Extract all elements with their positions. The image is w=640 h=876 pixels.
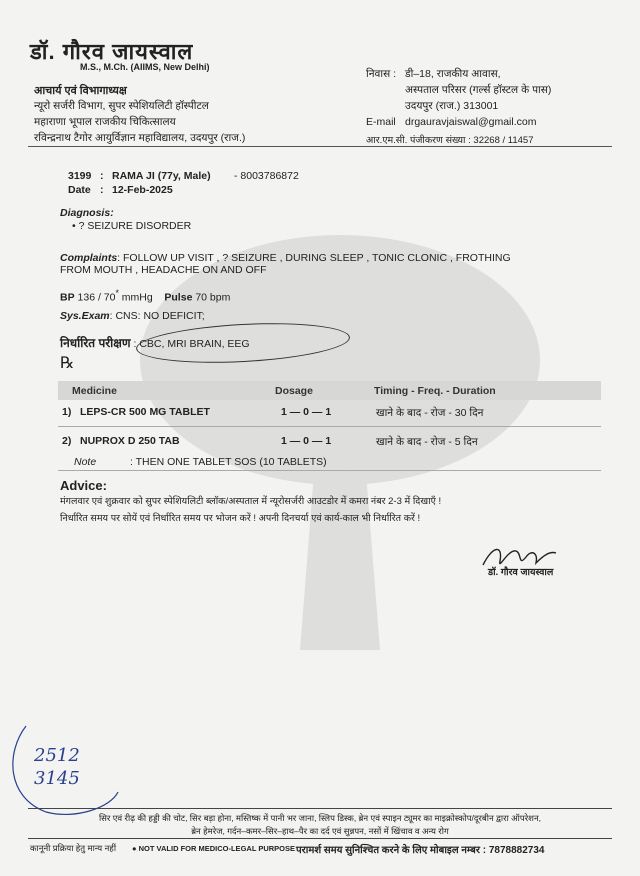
row2-num: 2) — [62, 435, 72, 447]
col-timing: Timing - Freq. - Duration — [374, 385, 496, 397]
handwritten-line-2: 3145 — [34, 768, 80, 789]
email-link[interactable]: drgauravjaiswal@gmail.com — [405, 116, 537, 128]
visit-date: 12-Feb-2025 — [112, 184, 173, 196]
email-label: E-mail — [366, 116, 396, 128]
patient-id: 3199 — [68, 170, 92, 182]
date-colon: : — [100, 184, 104, 196]
row2-dosage: 1 — 0 — 1 — [281, 435, 332, 447]
footer-divider-bottom — [28, 838, 612, 839]
complaints: Complaints: FOLLOW UP VISIT , ? SEIZURE , DURING SLEEP , TONIC CLONIC , FROTHING — [60, 252, 511, 264]
doctor-name: डॉ. गौरव जायस्वाल — [30, 39, 194, 64]
col-medicine: Medicine — [72, 385, 117, 397]
not-valid-note: ● NOT VALID FOR MEDICO-LEGAL PURPOSE — [132, 844, 296, 853]
system-exam: Sys.Exam: CNS: NO DEFICIT; — [60, 310, 205, 322]
col-dosage: Dosage — [275, 385, 313, 397]
advice-line-1: मंगलवार एवं शुक्रवार को सुपर स्पेशियलिटी ब्लॉक/अस्पताल में न्यूरोसर्जरी आउटडोर में कमरा नंबर 2-3 में दिखाएँ ! — [60, 496, 442, 507]
note-text: : THEN ONE TABLET SOS (10 TABLETS) — [130, 456, 327, 468]
row1-medicine: LEPS-CR 500 MG TABLET — [80, 406, 210, 418]
row2-timing: खाने के बाद - रोज - 5 दिन — [376, 436, 478, 448]
address-line-2: अस्पताल परिसर (गर्ल्स हॉस्टल के पास) — [405, 84, 552, 96]
hospital: महाराणा भूपाल राजकीय चिकित्सालय — [34, 116, 176, 128]
header-divider — [28, 146, 612, 147]
advice-label: Advice: — [60, 478, 107, 493]
note-label: Note — [74, 456, 97, 468]
handwritten-line-1: 2512 — [34, 745, 80, 766]
date-label: Date — [68, 184, 91, 196]
patient-phone: - 8003786872 — [234, 170, 299, 182]
address-label: निवास : — [366, 68, 397, 80]
rx-symbol: ℞ — [60, 353, 75, 372]
patient-colon: : — [100, 170, 104, 182]
complaints-line-2: FROM MOUTH , HEADACHE ON AND OFF — [60, 264, 267, 276]
address-line-3: उदयपुर (राज.) 313001 — [405, 100, 499, 112]
footer-divider-top — [28, 808, 612, 809]
row1-timing: खाने के बाद - रोज - 30 दिन — [376, 407, 484, 419]
diagnosis-label: Diagnosis: — [60, 207, 114, 219]
vitals: BP 136 / 70* mmHg Pulse 70 bpm — [60, 288, 231, 304]
table-bottom — [58, 470, 601, 471]
registration-number: आर.एम.सी. पंजीकरण संख्या : 32268 / 11457 — [366, 135, 534, 146]
row-divider — [58, 426, 601, 427]
patient-name: RAMA JI (77y, Male) — [112, 170, 211, 182]
doctor-qualification: M.S., M.Ch. (AIIMS, New Delhi) — [80, 62, 210, 72]
signature-name: डॉ. गौरव जायस्वाल — [488, 567, 554, 578]
row1-dosage: 1 — 0 — 1 — [281, 406, 332, 418]
designation: आचार्य एवं विभागाध्यक्ष — [34, 85, 127, 97]
row2-medicine: NUPROX D 250 TAB — [80, 435, 180, 447]
department: न्यूरो सर्जरी विभाग, सुपर स्पेशियलिटी हॉस्पीटल — [34, 100, 209, 112]
advice-line-2: निर्धारित समय पर सोयें एवं निर्धारित समय पर भोजन करें ! अपनी दिनचर्या एवं कार्य-काल भी निर्धारित करें ! — [60, 513, 421, 524]
row1-num: 1) — [62, 406, 72, 418]
services-line-1: सिर एवं रीढ़ की हड्डी की चोट, सिर बड़ा होना, मस्तिष्क में पानी भर जाना, स्लिप डिस्क, ब्रेन एवं स्पाइन ट्यूमर का माइक्रोस्कोप/दूरबीन द्वारा ऑपरेशन, — [98, 813, 542, 823]
legal-note: कानूनी प्रक्रिया हेतु मान्य नहीं — [30, 843, 117, 853]
diagnosis-item: • ? SEIZURE DISORDER — [72, 220, 192, 232]
investigations: निर्धारित परीक्षण : CBC, MRI BRAIN, EEG — [60, 336, 250, 350]
college: रविन्द्रनाथ टैगोर आयुर्विज्ञान महाविद्यालय, उदयपुर (राज.) — [34, 132, 246, 144]
address-line-1: डी–18, राजकीय आवास, — [405, 68, 501, 80]
services-line-2: ब्रेन हेमरेज, गर्दन–कमर–सिर–हाथ–पैर का दर्द एवं सुन्नपन, नसों में खिंचाव व अन्य रोग — [191, 826, 449, 836]
medicine-table-header — [58, 381, 601, 400]
consult-mobile: परामर्श समय सुनिश्चित करने के लिए मोबाइल नम्बर : 7878882734 — [296, 845, 545, 856]
